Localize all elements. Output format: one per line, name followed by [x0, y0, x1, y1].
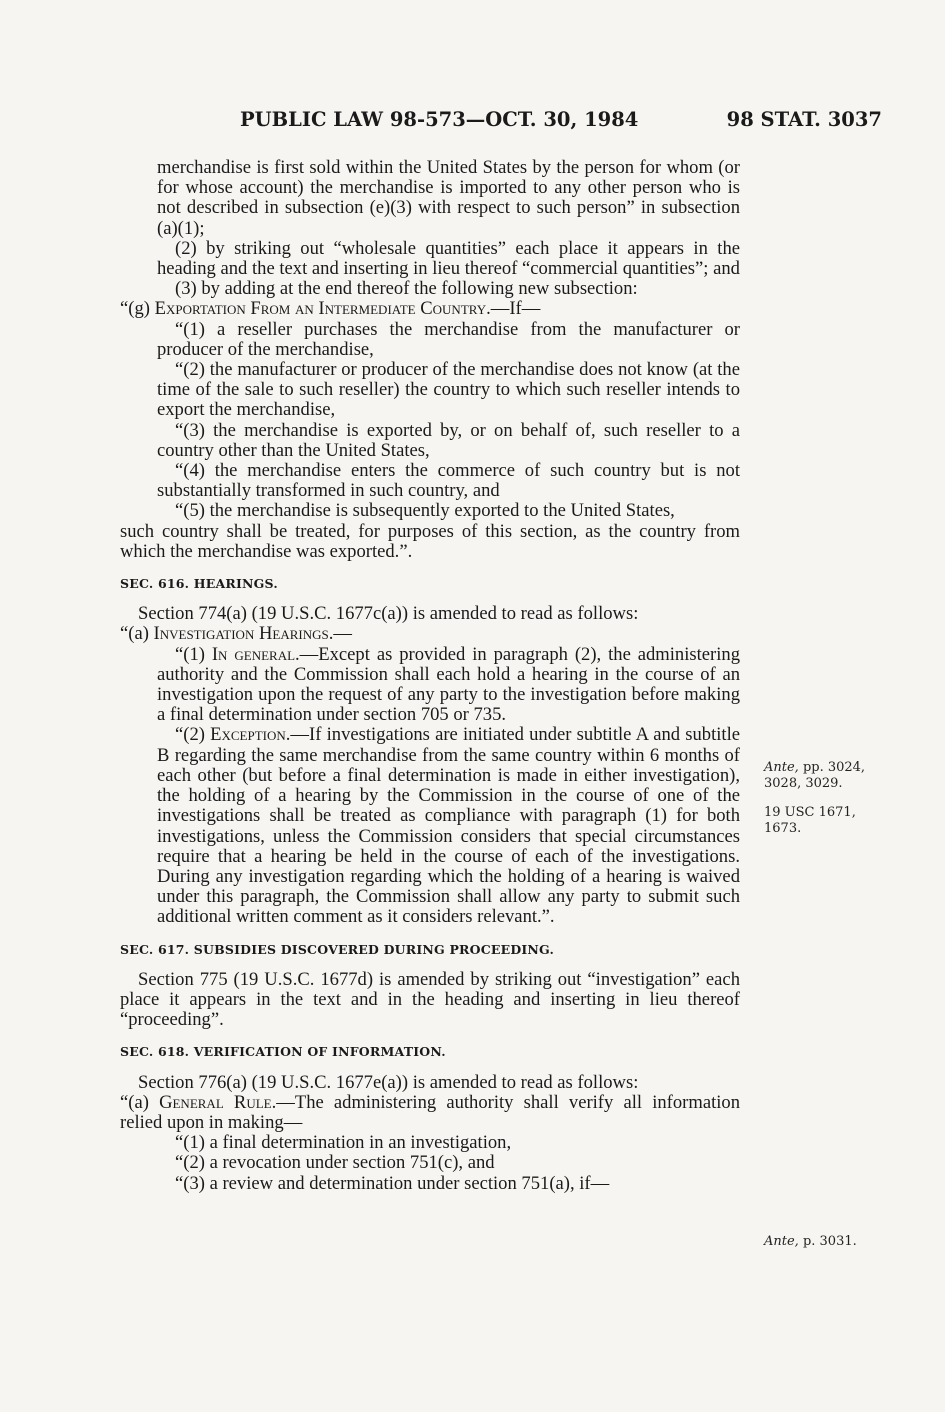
margin-note-3-line1	[764, 1234, 857, 1250]
margin-note-1-line1	[764, 760, 865, 776]
section-616-intro: Section 774(a) (19 U.S.C. 1677c(a)) is amended to read as follows:	[138, 603, 639, 625]
paragraph-amendment-2: (2) by striking out “wholesale quantities” each place it appears in the heading and the text and inserting in lieu thereof “commercial quantities”; and	[157, 237, 740, 280]
para2-text: .—If investigations are initiated under subtitle A and subtitle B regarding the same merchandise from the same country within 6 months of each other (but before a final determination is made in either investigation), the holding of a hearing by the Commission in the course of one of the investigations shall be treated as compliance with paragraph (1) for both investigations, unless the Commission considers that special circumstances require that a hearing be held in the course of each of the investigations. During any investigation regarding which the holding of a hearing is waived under this paragraph, the Commission shall allow any party to submit such additional written comment as it considers relevant.”.	[157, 724, 740, 928]
clause-5: “(5) the merchandise is subsequently exported to the United States,	[175, 500, 675, 522]
margin-note-ante-pp	[764, 760, 865, 792]
subsection-g-title: Exportation From an Intermediate Country	[154, 298, 487, 320]
margin-note-usc	[764, 805, 856, 837]
clause-3: “(3) the merchandise is exported by, or on behalf of, such reseller to a country other than the United States,	[157, 419, 740, 461]
statute-page-number: 98 STAT. 3037	[726, 108, 882, 131]
general-rule-text: .—The administering authority shall verify all information relied upon in making—	[120, 1091, 740, 1133]
running-title: PUBLIC LAW 98-573—OCT. 30, 1984	[240, 108, 639, 131]
ante-pages-3: p. 3031.	[798, 1234, 857, 1249]
paragraph-amendment-3: (3) by adding at the end thereof the following new subsection:	[175, 278, 638, 300]
section-616-heading: SEC. 616. HEARINGS.	[120, 576, 278, 592]
verification-item-2: “(2) a revocation under section 751(c), and	[175, 1152, 495, 1174]
clause-4: “(4) the merchandise enters the commerce of such country but is not substantially transformed in such country, and	[157, 460, 740, 502]
general-rule-paragraph	[120, 1093, 740, 1133]
margin-note-ante-p	[764, 1234, 857, 1250]
subsection-a-suffix: .—	[328, 623, 352, 645]
subsection-g-prefix: “(g)	[120, 298, 155, 320]
margin-note-1-line2: 3028, 3029.	[764, 776, 843, 791]
paragraph-2-exception	[120, 725, 740, 927]
ante-italic-1: Ante,	[764, 760, 799, 775]
para2-heading: Exception	[210, 724, 286, 746]
para2-prefix: “(2)	[175, 724, 211, 746]
page-header	[120, 108, 882, 138]
para1-text: .—Except as provided in paragraph (2), the administering authority and the Commission shall each hold a hearing in the course of an investigation upon the request of any party to the investigation before making a final determination under section 705 or 735.	[157, 643, 740, 726]
verification-item-3: “(3) a review and determination under section 751(a), if—	[175, 1172, 610, 1194]
document-body	[120, 158, 740, 1194]
subsection-g-heading	[120, 299, 740, 319]
subsection-a-title: Investigation Hearings	[153, 623, 329, 645]
section-618-intro: Section 776(a) (19 U.S.C. 1677e(a)) is amended to read as follows:	[138, 1071, 639, 1093]
para1-heading: In general	[211, 643, 296, 665]
ante-pages-1: pp. 3024,	[798, 760, 866, 775]
subsection-a-heading	[120, 624, 740, 644]
paragraph-continuation: merchandise is first sold within the United States by the person for whom (or for whose account) the merchandise is imported to any other person who is not described in subsection (e)(3) with respect to such person” in subsection (a)(1);	[157, 157, 740, 239]
general-rule-heading: General Rule	[159, 1091, 272, 1113]
section-617-heading: SEC. 617. SUBSIDIES DISCOVERED DURING PROCEEDING.	[120, 941, 555, 957]
section-617-text: Section 775 (19 U.S.C. 1677d) is amended by striking out “investigation” each place it appears in the text and in the heading and inserting in lieu thereof “proceeding”.	[120, 968, 740, 1031]
margin-note-2-line2: 1673.	[764, 821, 802, 836]
closing-clause: such country shall be treated, for purposes of this section, as the country from which the merchandise was exported.”.	[120, 520, 740, 562]
margin-note-2-line1: 19 USC 1671,	[764, 805, 856, 820]
verification-item-1: “(1) a final determination in an investigation,	[175, 1132, 512, 1154]
subsection-a-prefix: “(a)	[120, 623, 154, 645]
general-rule-prefix: “(a)	[120, 1091, 160, 1113]
paragraph-1-general	[120, 645, 740, 726]
ante-italic-3: Ante,	[764, 1234, 799, 1249]
para1-prefix: “(1)	[175, 643, 212, 665]
clause-1: “(1) a reseller purchases the merchandise from the manufacturer or producer of the merchandise,	[157, 318, 740, 360]
clause-2: “(2) the manufacturer or producer of the merchandise does not know (at the time of the sale to such reseller) the country to which such reseller intends to export the merchandise,	[157, 359, 740, 421]
section-618-heading: SEC. 618. VERIFICATION OF INFORMATION.	[120, 1044, 446, 1060]
subsection-g-suffix: .—If—	[486, 298, 541, 320]
